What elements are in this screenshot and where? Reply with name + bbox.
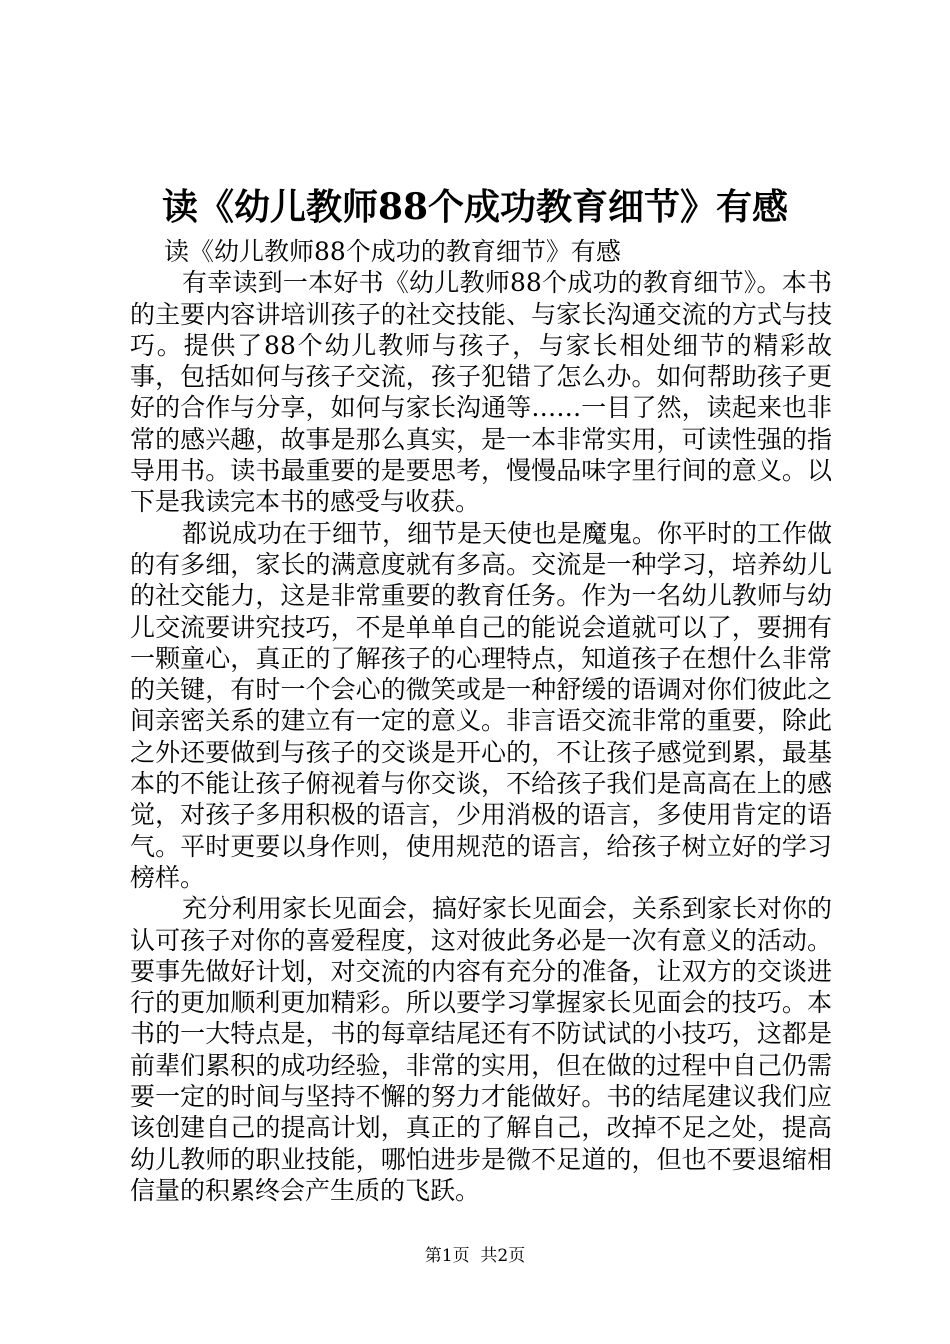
paragraph-2: 都说成功在于细节，细节是天使也是魔鬼。你平时的工作做的有多细，家长的满意度就有多高。交流是一种学习，培养幼儿的社交能力，这是非常重要的教育任务。作为一名幼儿教师与幼儿交流要讲究技巧，不是单单自己的能说会道就可以了，要拥有一颗童心，真正的了解孩子的心理特点，知道孩子在想什么非常的关键，有时一个会心的微笑或是一种舒缓的语调对你们彼此之间亲密关系的建立有一定的意义。非言语交流非常的重要，除此之外还要做到与孩子的交谈是开心的，不让孩子感觉到累，最基本的不能让孩子俯视着与你交谈，不给孩子我们是高高在上的感觉，对孩子多用积极的语言，少用消极的语言，多使用肯定的语气。平时更要以身作则，使用规范的语言，给孩子树立好的学习榜样。 <box>130 518 833 892</box>
paragraph-3: 充分利用家长见面会，搞好家长见面会，关系到家长对你的认可孩子对你的喜爱程度，这对彼此务必是一次有意义的活动。要事先做好计划，对交流的内容有充分的准备，让双方的交谈进行的更加顺利更加精彩。所以要学习掌握家长见面会的技巧。本书的一大特点是，书的每章结尾还有不防试试的小技巧，这都是前辈们累积的成功经验，非常的实用，但在做的过程中自己仍需要一定的时间与坚持不懈的努力才能做好。书的结尾建议我们应该创建自己的提高计划，真正的了解自己，改掉不足之处，提高幼儿教师的职业技能，哪怕进步是微不足道的，但也不要退缩相信量的积累终会产生质的飞跃。 <box>130 894 833 1205</box>
paragraph-1: 有幸读到一本好书《幼儿教师88个成功的教育细节》。本书的主要内容讲培训孩子的社交技能、与家长沟通交流的方式与技巧。提供了88个幼儿教师与孩子，与家长相处细节的精彩故事，包括如何与孩子交流，孩子犯错了怎么办。如何帮助孩子更好的合作与分享，如何与家长沟通等……一目了然，读起来也非常的感兴趣，故事是那么真实，是一本非常实用，可读性强的指导用书。读书最重要的是要思考，慢慢品味字里行间的意义。以下是我读完本书的感受与收获。 <box>130 268 832 517</box>
document-title: 读《幼儿教师88个成功教育细节》有感 <box>161 186 789 228</box>
page-footer: 第1页 共2页 <box>424 1246 526 1266</box>
document-subtitle: 读《幼儿教师88个成功的教育细节》有感 <box>164 237 621 266</box>
document-body <box>130 236 832 1206</box>
